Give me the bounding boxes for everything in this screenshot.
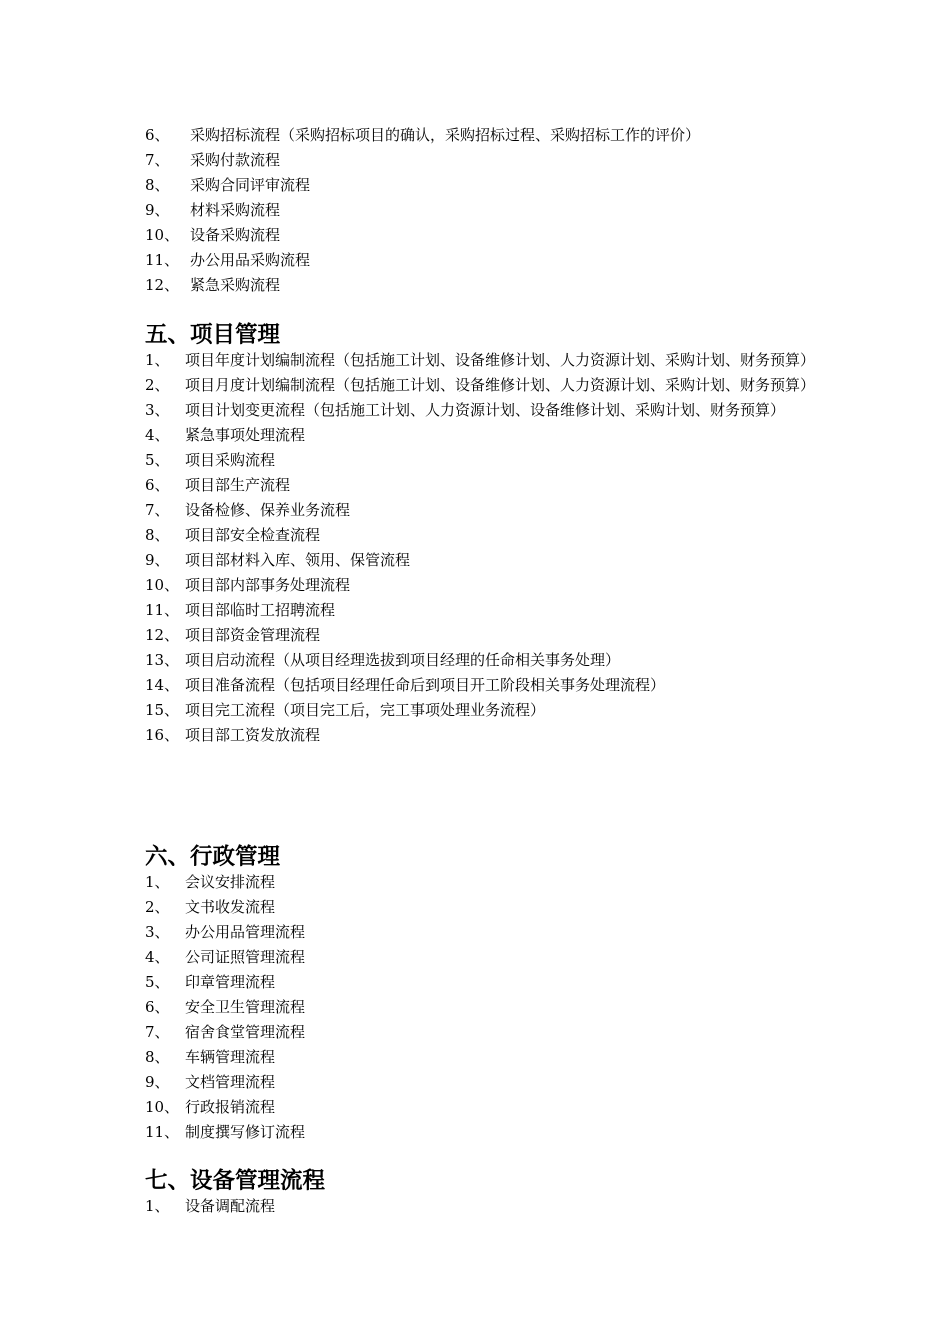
item-text: 设备调配流程 [185, 1197, 276, 1215]
item-number: 4、 [145, 948, 170, 966]
item-text: 车辆管理流程 [185, 1048, 276, 1066]
list-item [145, 398, 815, 423]
list-item [145, 1070, 815, 1095]
item-text: 宿舍食堂管理流程 [185, 1023, 306, 1041]
item-text: 项目月度计划编制流程（包括施工计划、设备维修计划、人力资源计划、采购计划、财务预算） [185, 376, 816, 394]
list-item [145, 423, 815, 448]
section-equipment-management [145, 1169, 815, 1219]
section-heading: 五、项目管理 [145, 322, 281, 348]
list-item [145, 348, 815, 373]
item-text: 材料采购流程 [190, 201, 281, 219]
item-text: 文档管理流程 [185, 1073, 276, 1091]
item-number: 9、 [145, 201, 170, 219]
item-text: 办公用品管理流程 [185, 923, 306, 941]
item-text: 印章管理流程 [185, 973, 276, 991]
item-number: 12、 [145, 276, 180, 294]
list-item [145, 1194, 815, 1219]
section-administration [145, 845, 815, 1145]
item-number: 7、 [145, 501, 170, 519]
item-number: 8、 [145, 176, 170, 194]
item-number: 5、 [145, 451, 170, 469]
item-text: 项目准备流程（包括项目经理任命后到项目开工阶段相关事务处理流程） [185, 676, 666, 694]
item-text: 采购招标流程（采购招标项目的确认，采购招标过程、采购招标工作的评价） [190, 126, 701, 144]
list-item [145, 623, 815, 648]
item-text: 设备检修、保养业务流程 [185, 501, 351, 519]
item-number: 1、 [145, 873, 170, 891]
item-text: 项目部生产流程 [185, 476, 291, 494]
list-item [145, 1020, 815, 1045]
item-number: 3、 [145, 923, 170, 941]
item-number: 11、 [145, 1123, 180, 1141]
item-text: 安全卫生管理流程 [185, 998, 306, 1016]
item-number: 7、 [145, 151, 170, 169]
item-number: 6、 [145, 126, 170, 144]
item-text: 设备采购流程 [190, 226, 281, 244]
section-heading: 七、设备管理流程 [145, 1168, 326, 1194]
list-item [145, 673, 815, 698]
list-item [145, 448, 815, 473]
item-text: 会议安排流程 [185, 873, 276, 891]
list-item [145, 945, 815, 970]
item-text: 项目部材料入库、领用、保管流程 [185, 551, 411, 569]
list-item [145, 1120, 815, 1145]
item-number: 11、 [145, 601, 180, 619]
item-number: 1、 [145, 351, 170, 369]
list-item [145, 723, 815, 748]
item-text: 项目计划变更流程（包括施工计划、人力资源计划、设备维修计划、采购计划、财务预算） [185, 401, 786, 419]
item-number: 14、 [145, 676, 180, 694]
item-text: 项目部工资发放流程 [185, 726, 321, 744]
item-number: 2、 [145, 898, 170, 916]
item-text: 文书收发流程 [185, 898, 276, 916]
item-text: 公司证照管理流程 [185, 948, 306, 966]
list-item [145, 573, 815, 598]
section-heading: 六、行政管理 [145, 844, 281, 870]
item-number: 6、 [145, 998, 170, 1016]
item-text: 办公用品采购流程 [190, 251, 311, 269]
item-text: 项目部安全检查流程 [185, 526, 321, 544]
item-number: 8、 [145, 1048, 170, 1066]
item-number: 10、 [145, 226, 180, 244]
item-number: 3、 [145, 401, 170, 419]
list-item [145, 473, 815, 498]
item-number: 8、 [145, 526, 170, 544]
list-item [145, 548, 815, 573]
list-item [145, 198, 815, 223]
item-number: 7、 [145, 1023, 170, 1041]
item-text: 行政报销流程 [185, 1098, 276, 1116]
list-item [145, 223, 815, 248]
item-text: 紧急采购流程 [190, 276, 281, 294]
item-text: 紧急事项处理流程 [185, 426, 306, 444]
item-text: 项目部资金管理流程 [185, 626, 321, 644]
list-item [145, 123, 815, 148]
item-text: 采购合同评审流程 [190, 176, 311, 194]
item-number: 1、 [145, 1197, 170, 1215]
item-text: 项目采购流程 [185, 451, 276, 469]
item-number: 6、 [145, 476, 170, 494]
list-item [145, 273, 815, 298]
item-text: 项目年度计划编制流程（包括施工计划、设备维修计划、人力资源计划、采购计划、财务预算） [185, 351, 816, 369]
item-number: 16、 [145, 726, 180, 744]
list-item [145, 373, 815, 398]
item-text: 项目启动流程（从项目经理选拔到项目经理的任命相关事务处理） [185, 651, 621, 669]
list-item [145, 995, 815, 1020]
list-item [145, 895, 815, 920]
list-item [145, 248, 815, 273]
list-item [145, 498, 815, 523]
item-number: 13、 [145, 651, 180, 669]
item-number: 12、 [145, 626, 180, 644]
item-text: 项目部临时工招聘流程 [185, 601, 336, 619]
item-number: 9、 [145, 1073, 170, 1091]
section-project-management [145, 323, 815, 748]
section-purchasing-continued [145, 123, 815, 298]
list-item [145, 698, 815, 723]
item-number: 11、 [145, 251, 180, 269]
item-text: 项目完工流程（项目完工后，完工事项处理业务流程） [185, 701, 546, 719]
list-item [145, 970, 815, 995]
item-text: 制度撰写修订流程 [185, 1123, 306, 1141]
item-text: 项目部内部事务处理流程 [185, 576, 351, 594]
list-item [145, 1045, 815, 1070]
item-number: 2、 [145, 376, 170, 394]
list-item [145, 648, 815, 673]
list-item [145, 598, 815, 623]
list-item [145, 173, 815, 198]
list-item [145, 920, 815, 945]
item-number: 4、 [145, 426, 170, 444]
list-item [145, 1095, 815, 1120]
item-number: 5、 [145, 973, 170, 991]
item-number: 10、 [145, 1098, 180, 1116]
item-number: 10、 [145, 576, 180, 594]
list-item [145, 870, 815, 895]
list-item [145, 148, 815, 173]
item-text: 采购付款流程 [190, 151, 281, 169]
item-number: 15、 [145, 701, 180, 719]
item-number: 9、 [145, 551, 170, 569]
list-item [145, 523, 815, 548]
